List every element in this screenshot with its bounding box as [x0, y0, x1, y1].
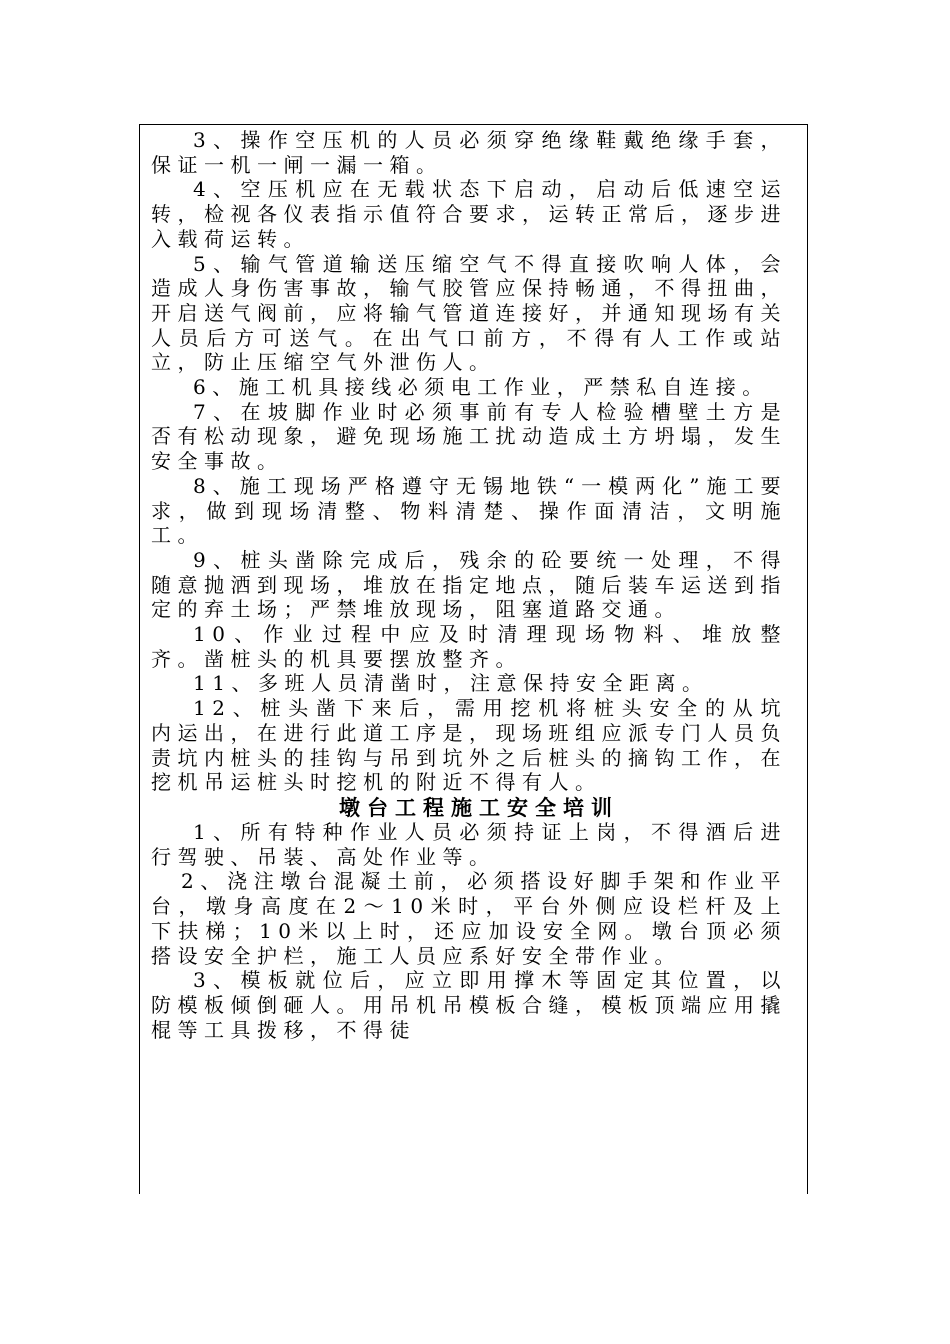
paragraph-6: 6、施工机具接线必须电工作业，严禁私自连接。: [193, 375, 769, 400]
section-heading: 墩台工程施工安全培训: [339, 794, 619, 820]
paragraph-11: 11、多班人员清凿时，注意保持安全距离。: [193, 671, 709, 696]
paragraph-8: 8、施工现场严格遵守无锡地铁“一模两化”施工要求，做到现场清整、物料清楚、操作面清洁，文明施工。: [151, 473, 787, 548]
paragraph-10: 10、作业过程中应及时清理现场物料、堆放整齐。凿桩头的机具要摆放整齐。: [151, 622, 787, 671]
pier-paragraph-1: 1、所有特种作业人员必须持证上岗，不得酒后进行驾驶、吊装、高处作业等。: [151, 819, 787, 869]
document-frame: [139, 124, 808, 1194]
pier-paragraph-2: 2、浇注墩台混凝土前，必须搭设好脚手架和作业平台，墩身高度在2～10米时，平台外侧应设栏杆及上下扶梯；10米以上时，还应加设安全网。墩台顶必须搭设安全护栏，施工人员应系好安全带作业。: [151, 869, 787, 968]
pier-paragraph-3: 3、模板就位后，应立即用撑木等固定其位置，以防模板倾倒砸人。用吊机吊模板合缝，模板顶端应用撬棍等工具拨移，不得徒: [151, 968, 787, 1042]
paragraph-9: 9、桩头凿除完成后，残余的砼要统一处理，不得随意抛洒到现场，堆放在指定地点，随后装车运送到指定的弃土场；严禁堆放现场，阻塞道路交通。: [151, 547, 787, 622]
paragraph-5: 5、输气管道输送压缩空气不得直接吹响人体，会造成人身伤害事故，输气胶管应保持畅通，不得扭曲，开启送气阀前，应将输气管道连接好，并通知现场有关人员后方可送气。在出气口前方，不得有人工作或站立，防止压缩空气外泄伤人。: [151, 251, 787, 375]
paragraph-7: 7、在坡脚作业时必须事前有专人检验槽壁土方是否有松动现象，避免现场施工扰动造成土方坍塌，发生安全事故。: [151, 399, 787, 474]
paragraph-3: 3、操作空压机的人员必须穿绝缘鞋戴绝缘手套，保证一机一闸一漏一箱。: [151, 128, 787, 177]
paragraph-12: 12、桩头凿下来后，需用挖机将桩头安全的从坑内运出，在进行此道工序是，现场班组应派专门人员负责坑内桩头的挂钩与吊到坑外之后桩头的摘钩工作，在挖机吊运桩头时挖机的附近不得有人。: [151, 696, 787, 795]
paragraph-4: 4、空压机应在无载状态下启动，启动后低速空运转，检视各仪表指示值符合要求，运转正常后，逐步进入载荷运转。: [151, 177, 787, 251]
